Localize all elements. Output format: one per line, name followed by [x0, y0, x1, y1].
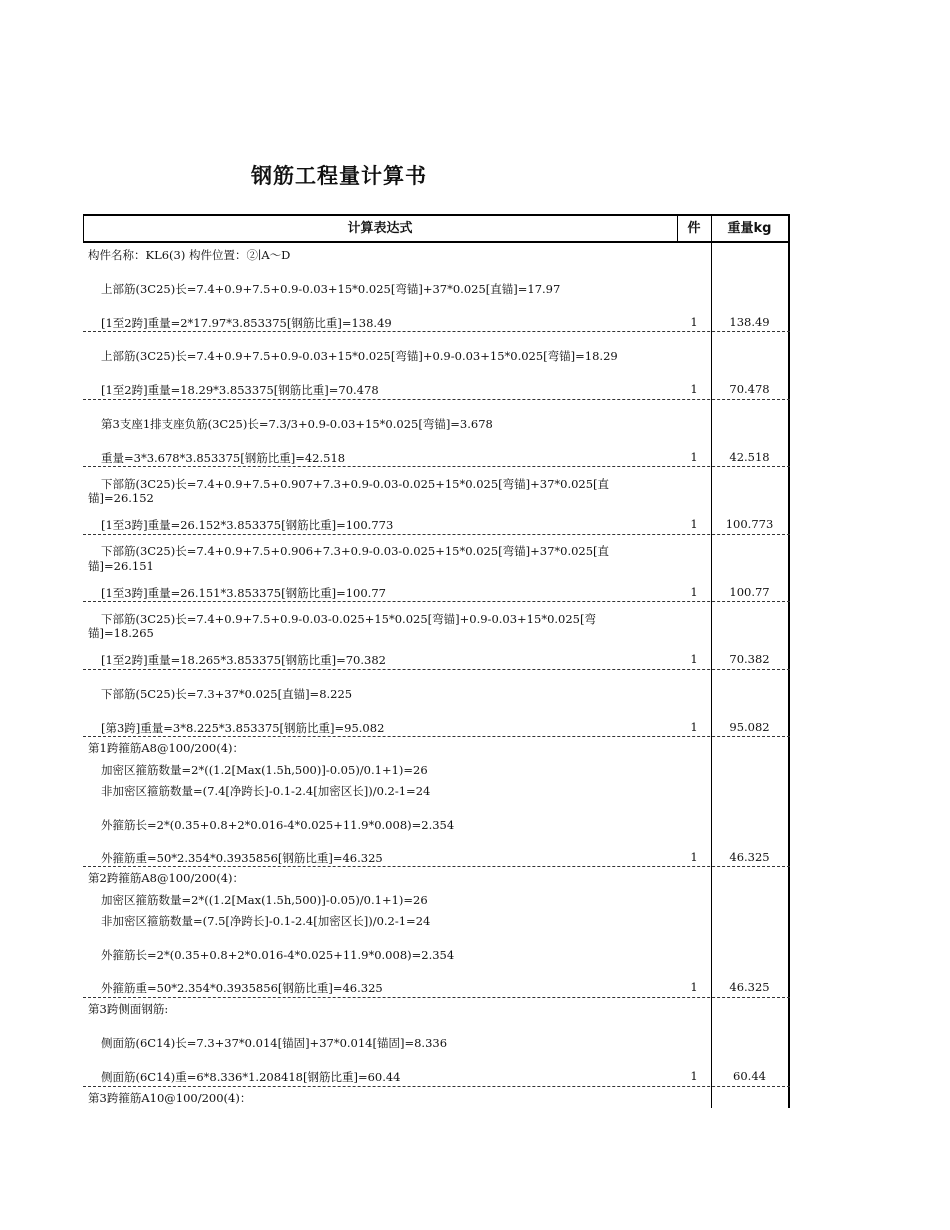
row-length-expr: 下部筋(5C25)长=7.3+37*0.025[直锚]=8.225	[101, 687, 353, 701]
row-weight: 70.478	[729, 382, 770, 396]
row-count: 1	[690, 652, 698, 666]
row-count: 1	[690, 720, 698, 734]
row-weight: 95.082	[729, 720, 770, 734]
row-count: 1	[690, 315, 698, 329]
row-divider	[83, 534, 790, 535]
row-weight: 70.382	[729, 652, 770, 666]
row-weight-expr: [1至2跨]重量=2*17.97*3.853375[钢筋比重]=138.49	[101, 316, 392, 330]
stirrup-weight-expr: 外箍筋重=50*2.354*0.3935856[钢筋比重]=46.325	[101, 981, 383, 995]
side-bar-weight-expr: 侧面筋(6C14)重=6*8.336*1.208418[钢筋比重]=60.44	[101, 1070, 401, 1084]
header-count: 件	[687, 221, 701, 236]
row-divider	[83, 669, 790, 670]
row-count: 1	[690, 382, 698, 396]
row-weight-expr: 重量=3*3.678*3.853375[钢筋比重]=42.518	[101, 451, 346, 465]
stirrup-sparse-count: 非加密区箍筋数量=(7.5[净跨长]-0.1-2.4[加密区长])/0.2-1=24	[101, 914, 431, 928]
row-length-expr-cont: 锚]=18.265	[88, 626, 154, 640]
row-length-expr: 上部筋(3C25)长=7.4+0.9+7.5+0.9-0.03+15*0.025[弯锚]+0.9-0.03+15*0.025[弯锚]=18.29	[101, 349, 618, 363]
row-divider	[83, 736, 790, 737]
row-divider	[83, 997, 790, 998]
row-count: 1	[690, 850, 698, 864]
row-divider	[83, 331, 790, 332]
row-divider	[83, 866, 790, 867]
row-count: 1	[690, 450, 698, 464]
stirrup-sparse-count: 非加密区箍筋数量=(7.4[净跨长]-0.1-2.4[加密区长])/0.2-1=24	[101, 784, 431, 798]
row-divider	[83, 399, 790, 400]
side-bar-length: 侧面筋(6C14)长=7.3+37*0.014[锚固]+37*0.014[锚固]=8.336	[101, 1036, 448, 1050]
row-divider	[83, 601, 790, 602]
row-weight-expr: [1至2跨]重量=18.29*3.853375[钢筋比重]=70.478	[101, 383, 379, 397]
row-weight: 100.773	[725, 517, 774, 531]
stirrup-dense-count: 加密区箍筋数量=2*((1.2[Max(1.5h,500)]-0.05)/0.1+1)=26	[101, 893, 428, 907]
row-length-expr: 下部筋(3C25)长=7.4+0.9+7.5+0.907+7.3+0.9-0.03-0.025+15*0.025[弯锚]+37*0.025[直	[101, 477, 610, 491]
row-weight-expr: [第3跨]重量=3*8.225*3.853375[钢筋比重]=95.082	[101, 721, 385, 735]
table-right-border	[788, 214, 790, 1108]
row-weight-expr: [1至3跨]重量=26.152*3.853375[钢筋比重]=100.773	[101, 518, 394, 532]
row-count: 1	[690, 585, 698, 599]
row-count: 1	[690, 517, 698, 531]
row-length-expr: 下部筋(3C25)长=7.4+0.9+7.5+0.906+7.3+0.9-0.03-0.025+15*0.025[弯锚]+37*0.025[直	[101, 544, 610, 558]
stirrup-span1-heading: 第1跨箍筋A8@100/200(4)：	[88, 741, 245, 755]
row-count: 1	[690, 1069, 698, 1083]
header-expression: 计算表达式	[347, 221, 413, 236]
row-weight-expr: [1至3跨]重量=26.151*3.853375[钢筋比重]=100.77	[101, 586, 386, 600]
row-length-expr: 下部筋(3C25)长=7.4+0.9+7.5+0.9-0.03-0.025+15*0.025[弯锚]+0.9-0.03+15*0.025[弯	[101, 612, 596, 626]
row-weight: 138.49	[729, 315, 770, 329]
member-info: 构件名称：KL6(3) 构件位置：②∣A～D	[88, 248, 291, 262]
stirrup-dense-count: 加密区箍筋数量=2*((1.2[Max(1.5h,500)]-0.05)/0.1+1)=26	[101, 763, 428, 777]
row-weight: 60.44	[733, 1069, 766, 1083]
stirrup-span2-heading: 第2跨箍筋A8@100/200(4)：	[88, 871, 245, 885]
row-weight: 46.325	[729, 980, 770, 994]
row-length-expr-cont: 锚]=26.152	[88, 491, 154, 505]
header-bottom-border	[83, 241, 790, 243]
stirrup-length: 外箍筋长=2*(0.35+0.8+2*0.016-4*0.025+11.9*0.008)=2.354	[101, 818, 455, 832]
row-weight-expr: [1至2跨]重量=18.265*3.853375[钢筋比重]=70.382	[101, 653, 386, 667]
row-weight: 42.518	[729, 450, 770, 464]
header-weight: 重量kg	[727, 221, 772, 236]
row-length-expr: 第3支座1排支座负筋(3C25)长=7.3/3+0.9-0.03+15*0.025[弯锚]=3.678	[101, 417, 493, 431]
row-length-expr: 上部筋(3C25)长=7.4+0.9+7.5+0.9-0.03+15*0.025[弯锚]+37*0.025[直锚]=17.97	[101, 282, 561, 296]
stirrup-span3-heading: 第3跨箍筋A10@100/200(4)：	[88, 1091, 252, 1105]
row-weight: 100.77	[729, 585, 770, 599]
stirrup-weight-expr: 外箍筋重=50*2.354*0.3935856[钢筋比重]=46.325	[101, 851, 383, 865]
row-length-expr-cont: 锚]=26.151	[88, 559, 154, 573]
row-weight: 46.325	[729, 850, 770, 864]
document-title: 钢筋工程量计算书	[251, 164, 427, 188]
row-count: 1	[690, 980, 698, 994]
calculation-table	[83, 214, 790, 1108]
row-divider	[83, 1086, 790, 1087]
side-bar-heading: 第3跨侧面钢筋:	[88, 1002, 169, 1016]
row-divider	[83, 466, 790, 467]
stirrup-length: 外箍筋长=2*(0.35+0.8+2*0.016-4*0.025+11.9*0.008)=2.354	[101, 948, 455, 962]
